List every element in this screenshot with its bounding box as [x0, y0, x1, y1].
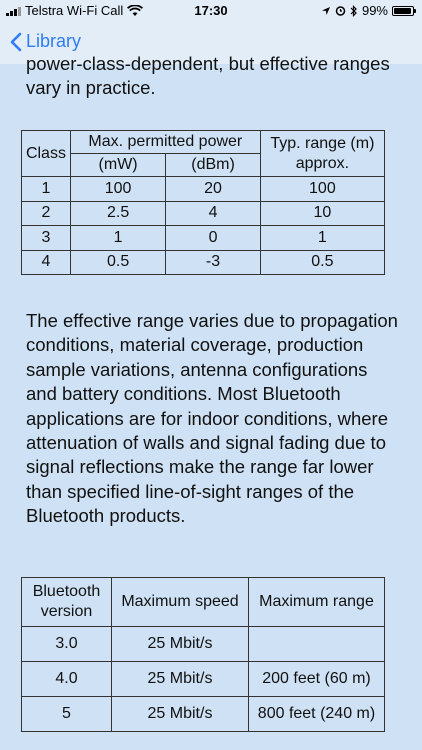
header-bluetooth-version: Bluetooth version [22, 578, 112, 627]
table-row [22, 662, 385, 697]
cell-version: 5 [22, 697, 112, 732]
header-mw: (mW) [70, 154, 165, 177]
back-button[interactable] [10, 31, 81, 52]
cell-dbm: 20 [166, 177, 260, 202]
battery-icon [392, 6, 414, 16]
battery-percent: 99% [361, 3, 388, 18]
cell-version: 4.0 [22, 662, 112, 697]
cell-range: 0.5 [260, 250, 384, 275]
cell-mw: 100 [70, 177, 165, 202]
cell-range: 100 [260, 177, 384, 202]
location-icon [321, 6, 331, 16]
table-row [22, 177, 385, 202]
cell-dbm: 0 [166, 226, 260, 251]
bluetooth-version-table [21, 577, 385, 732]
table-row [22, 250, 385, 275]
cell-speed: 25 Mbit/s [112, 627, 249, 662]
power-class-table [21, 130, 385, 275]
paragraph-effective-range: The effective range varies due to propagation conditions, material coverage, production sample variations, antenna configurations and battery conditions. Most Bluetooth applications are for indoor conditions, where attenuation of walls and signal fading due to signal reflections make the range far lower than specified line-of-sight ranges of the Bluetooth products. [26, 310, 398, 527]
header-typ-range: Typ. range (m) approx. [260, 131, 384, 177]
bluetooth-icon [350, 5, 358, 17]
chevron-left-icon [10, 32, 22, 52]
table-row [22, 201, 385, 226]
header-max-power: Max. permitted power [70, 131, 260, 154]
back-label: Library [26, 31, 82, 51]
header-dbm: (dBm) [166, 154, 260, 177]
cell-mw: 0.5 [70, 250, 165, 275]
cell-dbm: -3 [166, 250, 260, 275]
header-max-speed: Maximum speed [112, 578, 249, 627]
header-max-range: Maximum range [249, 578, 385, 627]
status-bar [0, 0, 422, 22]
cell-range: 200 feet (60 m) [249, 662, 385, 697]
carrier-label: Telstra Wi-Fi Call [25, 3, 124, 18]
cell-range: 10 [260, 201, 384, 226]
cell-range: 1 [260, 226, 384, 251]
table-row [22, 697, 385, 732]
cell-speed: 25 Mbit/s [112, 662, 249, 697]
cell-class: 3 [22, 226, 71, 251]
cell-mw: 1 [70, 226, 165, 251]
status-time: 17:30 [194, 3, 228, 18]
table-row [22, 627, 385, 662]
cell-range [249, 627, 385, 662]
alarm-icon [335, 5, 346, 16]
cell-version: 3.0 [22, 627, 112, 662]
header-class: Class [22, 131, 71, 177]
status-right [321, 3, 414, 18]
cell-class: 4 [22, 250, 71, 275]
cell-range: 800 feet (240 m) [249, 697, 385, 732]
cell-speed: 25 Mbit/s [112, 697, 249, 732]
cell-dbm: 4 [166, 201, 260, 226]
paragraph-power-class: power-class-dependent, but effective ranges vary in practice. [26, 53, 390, 99]
cell-class: 2 [22, 201, 71, 226]
table-row [22, 226, 385, 251]
cell-class: 1 [22, 177, 71, 202]
cell-mw: 2.5 [70, 201, 165, 226]
